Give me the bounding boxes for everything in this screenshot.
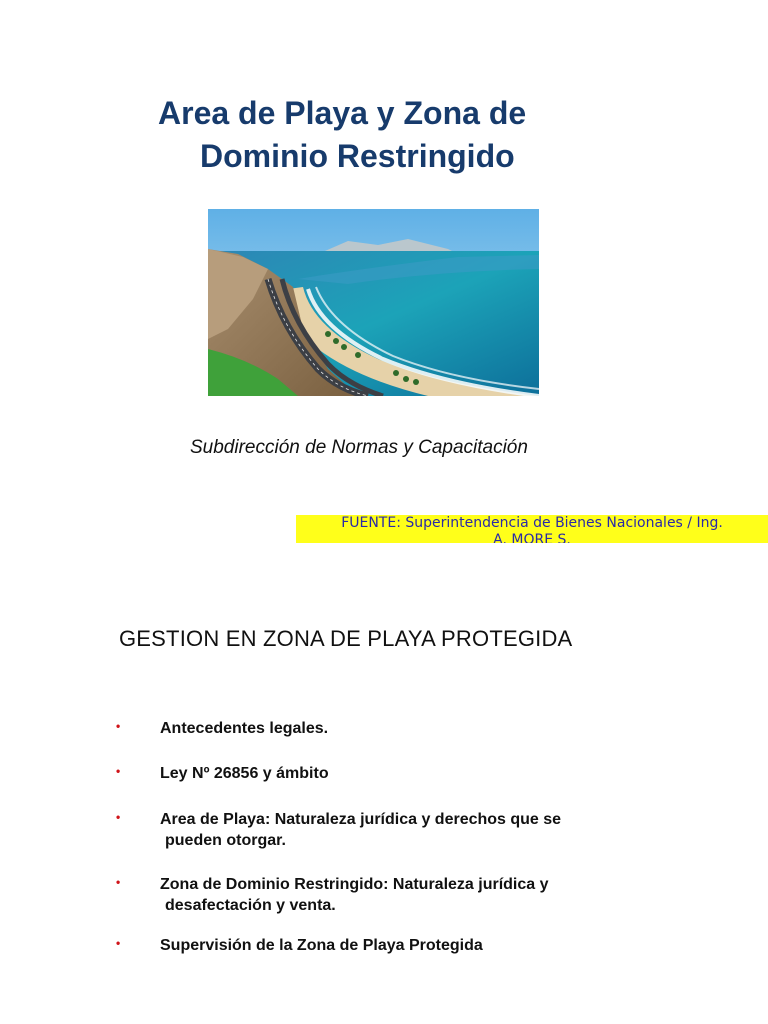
list-item (116, 718, 640, 739)
bullet-icon: • (116, 810, 121, 824)
bullet-icon: • (116, 764, 121, 778)
list-item-text: Zona de Dominio Restringido: Naturaleza jurídica y (160, 876, 549, 893)
section-heading: GESTION EN ZONA DE PLAYA PROTEGIDA (119, 626, 573, 651)
list-item-text: Ley Nº 26856 y ámbito (160, 765, 329, 782)
bullet-icon: • (116, 875, 121, 889)
list-item-text: Area de Playa: Naturaleza jurídica y derechos que se (160, 811, 562, 828)
list-item-text: Antecedentes legales. (160, 720, 329, 737)
list-item (116, 935, 640, 956)
list-item (116, 763, 640, 784)
bullet-icon: • (116, 719, 121, 733)
bullet-icon: • (116, 936, 121, 950)
list-item-text-continued: desafectación y venta. (165, 897, 336, 914)
source-line-2: A. MORE S. (493, 532, 571, 543)
list-item (116, 874, 640, 916)
title-line-2: Dominio Restringido (200, 138, 515, 174)
subtitle: Subdirección de Normas y Capacitación (190, 437, 528, 458)
list-item-text: Supervisión de la Zona de Playa Protegida (160, 937, 483, 954)
source-line-1: FUENTE: Superintendencia de Bienes Nacionales / Ing. (341, 515, 723, 531)
list-item (116, 809, 640, 851)
coastline-photo (208, 209, 539, 396)
source-note (296, 515, 768, 543)
title-line-1: Area de Playa y Zona de (158, 95, 527, 131)
list-item-text-continued: pueden otorgar. (165, 832, 286, 849)
